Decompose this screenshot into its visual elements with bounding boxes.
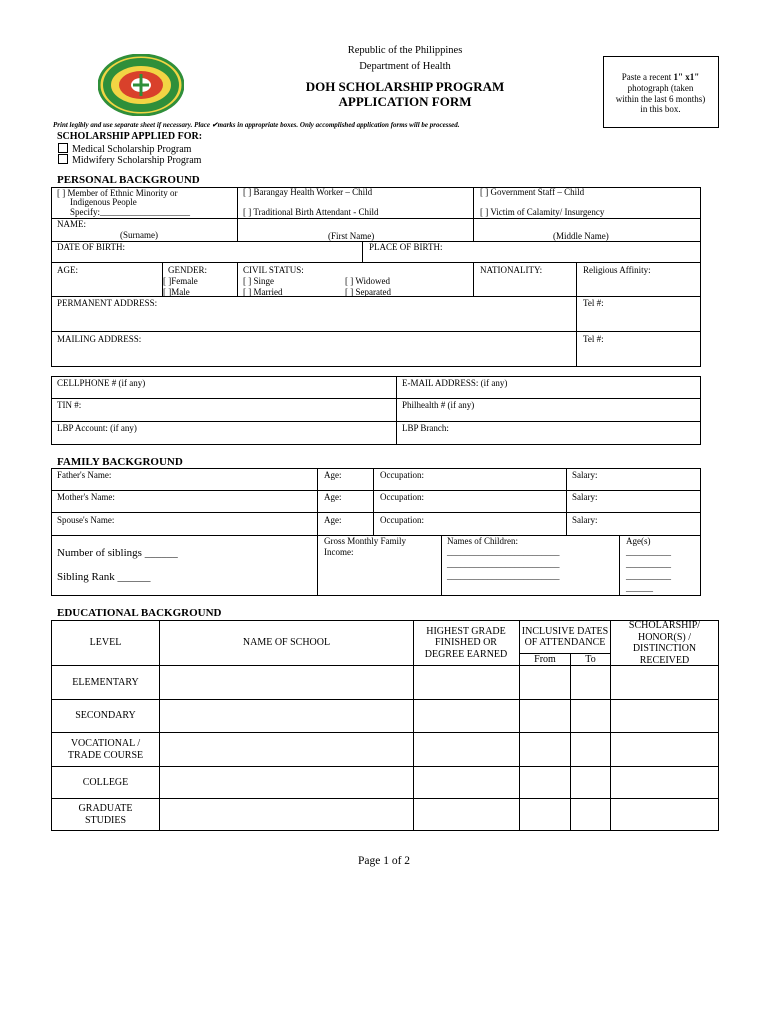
age-line-3[interactable]: __________ xyxy=(626,571,671,581)
category-ethnic-minority-b: Indigenous People xyxy=(70,197,137,207)
col-honors-header: SCHOLARSHIP/ HONOR(S) / DISTINCTION RECEIVED xyxy=(628,620,701,666)
philhealth-label[interactable]: Philhealth # (if any) xyxy=(402,400,475,410)
age-line-4[interactable]: ______ xyxy=(626,583,653,593)
photo-box-line4: in this box. xyxy=(640,104,681,114)
col-school-header: NAME OF SCHOOL xyxy=(242,637,331,649)
civil-separated[interactable]: [ ] Separated xyxy=(345,287,391,297)
category-specify[interactable]: Specify:____________________ xyxy=(70,207,190,217)
tel-permanent-label[interactable]: Tel #: xyxy=(583,298,604,308)
gender-male[interactable]: [ ]Male xyxy=(163,287,190,297)
dob-label[interactable]: DATE OF BIRTH: xyxy=(57,242,125,252)
middle-name-label[interactable]: (Middle Name) xyxy=(553,231,609,241)
ages-label: Age(s) xyxy=(626,536,651,546)
level-graduate: GRADUATE STUDIES xyxy=(78,803,133,826)
father-occupation-label[interactable]: Occupation: xyxy=(380,470,424,480)
civil-married[interactable]: [ ] Married xyxy=(243,287,283,297)
sibling-rank-label[interactable]: Sibling Rank ______ xyxy=(57,571,151,583)
mother-age-label[interactable]: Age: xyxy=(324,492,342,502)
spouse-salary-label[interactable]: Salary: xyxy=(572,515,598,525)
option-medical[interactable]: Medical Scholarship Program xyxy=(58,143,191,155)
age-line-2[interactable]: __________ xyxy=(626,559,671,569)
category-gov-staff[interactable]: [ ] Government Staff – Child xyxy=(480,187,585,197)
education-heading: EDUCATIONAL BACKGROUND xyxy=(57,607,222,619)
first-name-label[interactable]: (First Name) xyxy=(328,231,375,241)
income-label-1[interactable]: Gross Monthly Family xyxy=(324,536,407,546)
pob-label[interactable]: PLACE OF BIRTH: xyxy=(369,242,443,252)
header-republic: Republic of the Philippines xyxy=(347,45,463,56)
col-to-header: To xyxy=(585,653,596,665)
level-elementary: ELEMENTARY xyxy=(72,676,139,688)
tin-label[interactable]: TIN #: xyxy=(57,400,82,410)
col-grade-header: HIGHEST GRADE FINISHED OR DEGREE EARNED xyxy=(424,625,508,660)
page-number: Page 1 of 2 xyxy=(357,855,411,867)
personal-heading: PERSONAL BACKGROUND xyxy=(57,174,200,186)
spouse-name-label[interactable]: Spouse's Name: xyxy=(57,515,115,525)
tel-mailing-label[interactable]: Tel #: xyxy=(583,334,604,344)
civil-status-label: CIVIL STATUS: xyxy=(243,265,304,275)
father-salary-label[interactable]: Salary: xyxy=(572,470,598,480)
col-from-header: From xyxy=(534,653,556,665)
lbp-branch-label[interactable]: LBP Branch: xyxy=(402,423,449,433)
level-vocational: VOCATIONAL / TRADE COURSE xyxy=(67,738,144,761)
gender-label: GENDER: xyxy=(168,265,207,275)
photo-box-line3: within the last 6 months) xyxy=(615,94,706,104)
mother-occupation-label[interactable]: Occupation: xyxy=(380,492,424,502)
header-department: Department of Health xyxy=(359,61,451,72)
mailing-address-label[interactable]: MAILING ADDRESS: xyxy=(57,334,142,344)
age-line-1[interactable]: __________ xyxy=(626,547,671,557)
income-label-2: Income: xyxy=(324,547,354,557)
children-label: Names of Children: xyxy=(447,536,518,546)
category-calamity[interactable]: [ ] Victim of Calamity/ Insurgency xyxy=(480,207,605,217)
religion-label[interactable]: Religious Affinity: xyxy=(583,265,651,275)
siblings-label[interactable]: Number of siblings ______ xyxy=(57,547,178,559)
scholarship-heading: SCHOLARSHIP APPLIED FOR: xyxy=(57,131,203,142)
category-bhw[interactable]: [ ] Barangay Health Worker – Child xyxy=(243,187,373,197)
level-college: COLLEGE xyxy=(82,776,129,788)
child-line-3[interactable]: _________________________ xyxy=(447,571,560,581)
civil-widowed[interactable]: [ ] Widowed xyxy=(345,276,390,286)
surname-label[interactable]: (Surname) xyxy=(120,230,158,240)
father-name-label[interactable]: Father's Name: xyxy=(57,470,112,480)
col-level-header: LEVEL xyxy=(89,637,122,649)
gender-female[interactable]: [ ]Female xyxy=(163,276,198,286)
mother-name-label[interactable]: Mother's Name: xyxy=(57,492,115,502)
child-line-1[interactable]: _________________________ xyxy=(447,547,560,557)
father-age-label[interactable]: Age: xyxy=(324,470,342,480)
level-secondary: SECONDARY xyxy=(75,710,136,722)
category-tba[interactable]: [ ] Traditional Birth Attendant - Child xyxy=(243,207,379,217)
form-title-line2: APPLICATION FORM xyxy=(338,94,472,109)
cellphone-label[interactable]: CELLPHONE # (if any) xyxy=(57,378,146,388)
lbp-account-label[interactable]: LBP Account: (if any) xyxy=(57,423,137,433)
form-title-line1: DOH SCHOLARSHIP PROGRAM xyxy=(305,79,505,94)
instructions: Print legibly and use separate sheet if necessary. Place ✔marks in appropriate boxes. Only accomplished application forms will be processed. xyxy=(53,121,460,129)
photo-box-line2: photograph (taken xyxy=(627,83,694,93)
age-label[interactable]: AGE: xyxy=(57,265,78,275)
civil-single[interactable]: [ ] Singe xyxy=(243,276,274,286)
mother-salary-label[interactable]: Salary: xyxy=(572,492,598,502)
spouse-occupation-label[interactable]: Occupation: xyxy=(380,515,424,525)
name-label: NAME: xyxy=(57,219,86,229)
email-label[interactable]: E-MAIL ADDRESS: (if any) xyxy=(402,378,508,388)
spouse-age-label[interactable]: Age: xyxy=(324,515,342,525)
child-line-2[interactable]: _________________________ xyxy=(447,559,560,569)
col-dates-header: INCLUSIVE DATES OF ATTENDANCE xyxy=(521,625,609,648)
permanent-address-label[interactable]: PERMANENT ADDRESS: xyxy=(57,298,158,308)
family-heading: FAMILY BACKGROUND xyxy=(57,456,183,468)
category-ethnic-minority[interactable]: [ ] Member of Ethnic Minority or xyxy=(57,188,178,198)
option-midwifery[interactable]: Midwifery Scholarship Program xyxy=(58,154,201,166)
photo-box-line1: Paste a recent 1" x1" xyxy=(621,72,700,82)
nationality-label[interactable]: NATIONALITY: xyxy=(480,265,543,275)
